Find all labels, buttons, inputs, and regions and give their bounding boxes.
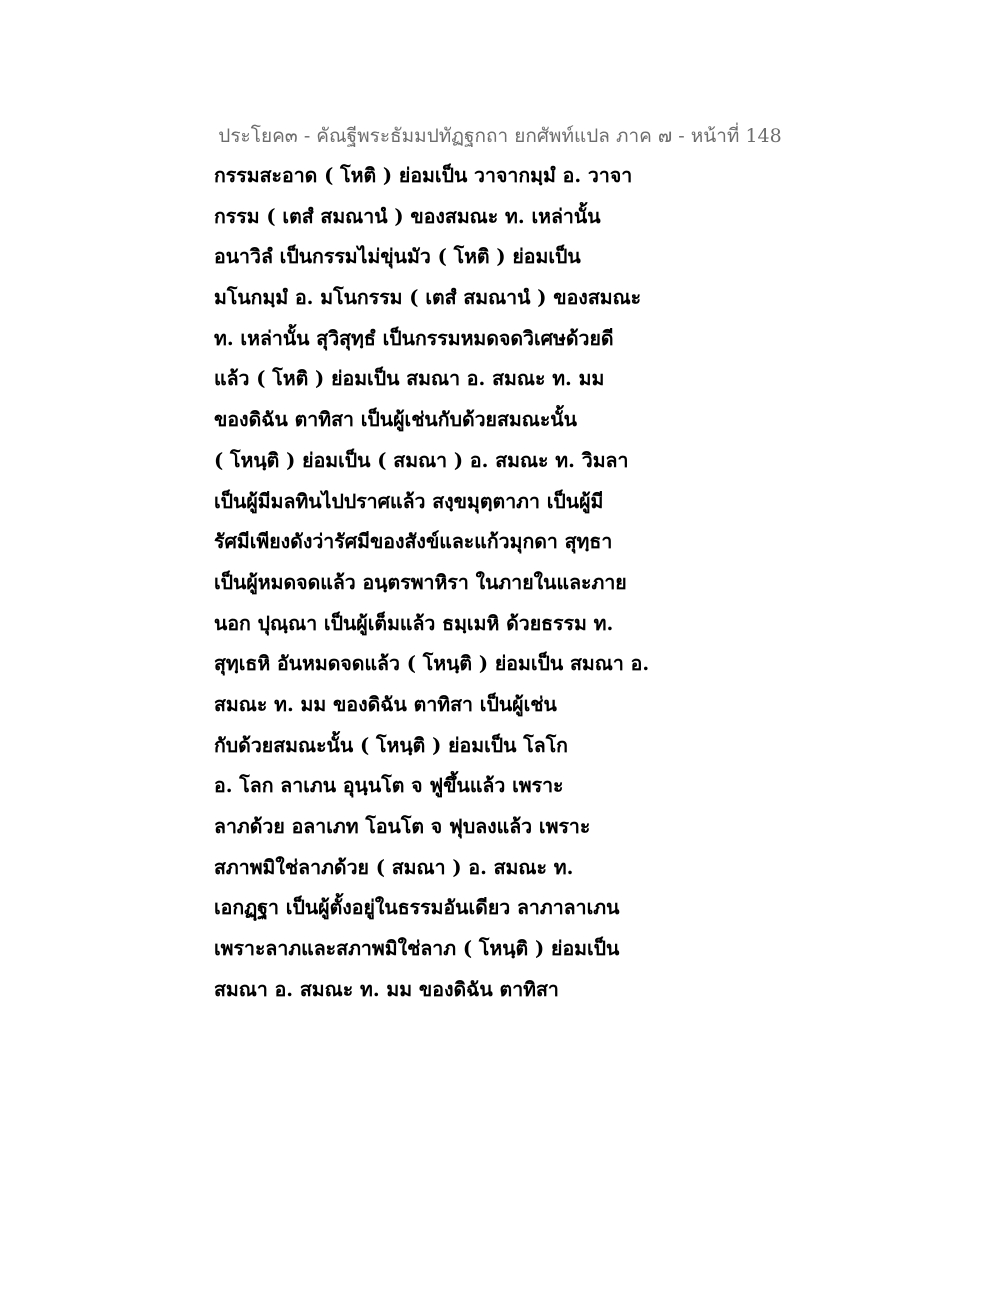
text-line: สมณะ ท. มม ของดิฉัน ตาทิสา เป็นผู้เช่น (214, 692, 557, 716)
text-line: นอก ปุณฺณา เป็นผู้เต็มแล้ว ธมฺเมหิ ด้วยธรรม ท. (214, 611, 614, 635)
text-line: ท. เหล่านั้น สุวิสุทฺธํ เป็นกรรมหมดจดวิเศษด้วยดี (214, 326, 614, 350)
text-line: เอกฏฺฐา เป็นผู้ตั้งอยู่ในธรรมอันเดียว ลาภาลาเภน (214, 896, 620, 920)
text-line: กับด้วยสมณะนั้น ( โหนฺติ ) ย่อมเป็น โลโก (214, 733, 568, 757)
body-text (214, 156, 654, 1010)
text-line: รัศมีเพียงดังว่ารัศมีของสังข์และแก้วมุกดา สุทฺธา (214, 530, 613, 554)
text-line: มโนกมฺมํ อ. มโนกรรม ( เตสํ สมณานํ ) ของสมณะ (214, 286, 642, 310)
text-line: แล้ว ( โหติ ) ย่อมเป็น สมณา อ. สมณะ ท. มม (214, 367, 605, 391)
text-line: เป็นผู้มีมลทินไปปราศแล้ว สงฺขมุตฺตาภา เป็นผู้มี (214, 489, 604, 513)
text-line: อนาวิลํ เป็นกรรมไม่ขุ่นมัว ( โหติ ) ย่อมเป็น (214, 245, 581, 269)
page-header: ประโยค๓ - คัณฐีพระธัมมปทัฏฐกถา ยกศัพท์แปล ภาค ๗ - หน้าที่ 148 (218, 125, 782, 147)
text-line: เป็นผู้หมดจดแล้ว อนฺตรพาหิรา ในภายในและภาย (214, 570, 627, 594)
text-line: ลาภด้วย อลาเภท โอนโต จ ฟุบลงแล้ว เพราะ (214, 815, 591, 838)
text-line: อ. โลก ลาเภน อุนฺนโต จ ฟูขึ้นแล้ว เพราะ (214, 774, 564, 798)
text-line: กรรม ( เตสํ สมณานํ ) ของสมณะ ท. เหล่านั้น (214, 204, 601, 228)
text-line: ของดิฉัน ตาทิสา เป็นผู้เช่นกับด้วยสมณะนั้น (214, 408, 577, 432)
text-line: สุทฺเธหิ อันหมดจดแล้ว ( โหนฺติ ) ย่อมเป็น สมณา อ. (214, 652, 650, 676)
text-line: สมณา อ. สมณะ ท. มม ของดิฉัน ตาทิสา (214, 977, 559, 1001)
text-line: กรรมสะอาด ( โหติ ) ย่อมเป็น วาจากมฺมํ อ. วาจา (214, 164, 633, 187)
text-line: ( โหนฺติ ) ย่อมเป็น ( สมณา ) อ. สมณะ ท. วิมลา (214, 448, 629, 472)
text-line: สภาพมิใช่ลาภด้วย ( สมณา ) อ. สมณะ ท. (214, 855, 574, 879)
text-line: เพราะลาภและสภาพมิใช่ลาภ ( โหนฺติ ) ย่อมเป็น (214, 937, 620, 961)
